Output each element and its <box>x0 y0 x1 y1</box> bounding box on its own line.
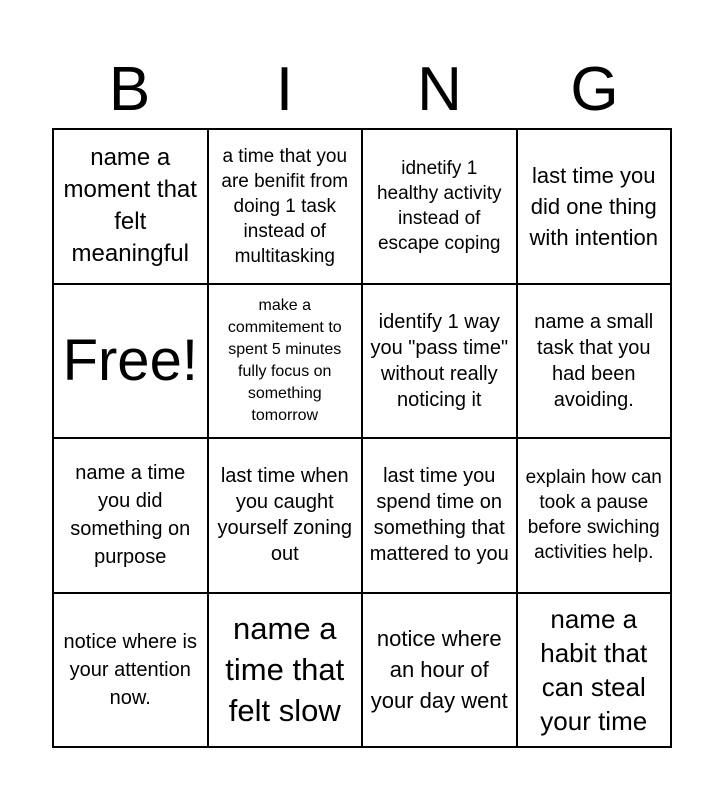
cell-text: notice where an hour of your day went <box>370 626 508 714</box>
bingo-cell-r3c2[interactable] <box>209 439 364 594</box>
bingo-cell-r4c3[interactable] <box>363 594 518 749</box>
cell-text: identify 1 way you "pass time" without really noticing it <box>370 310 509 411</box>
bingo-grid <box>52 128 672 748</box>
bingo-cell-r1c3[interactable] <box>363 130 518 285</box>
bingo-cell-r4c4[interactable] <box>518 594 673 749</box>
bingo-cell-r2c2[interactable] <box>209 285 364 440</box>
bingo-cell-r1c2[interactable] <box>209 130 364 285</box>
bingo-cell-r4c2[interactable] <box>209 594 364 749</box>
bingo-cell-r2c3[interactable] <box>363 285 518 440</box>
bingo-cell-free[interactable] <box>54 285 209 440</box>
cell-text: name a time that felt slow <box>225 611 345 729</box>
cell-text: name a habit that can steal your time <box>540 603 648 736</box>
bingo-cell-r3c3[interactable] <box>363 439 518 594</box>
cell-text: make a commitement to spent 5 minutes fully focus on something tomorrow <box>227 296 342 424</box>
bingo-cell-r2c4[interactable] <box>518 285 673 440</box>
bingo-cell-r3c4[interactable] <box>518 439 673 594</box>
header-letter-b: B <box>108 55 151 124</box>
cell-text: last time you did one thing with intention <box>529 162 658 250</box>
cell-text: name a small task that you had been avoiding. <box>534 310 654 411</box>
cell-text: explain how can took a pause before swiching activities help. <box>525 467 662 564</box>
cell-text: idnetify 1 healthy activity instead of escape coping <box>376 158 502 255</box>
cell-text: last time when you caught yourself zoning out <box>217 465 353 566</box>
cell-text: a time that you are benifit from doing 1 task instead of multitasking <box>221 145 349 267</box>
bingo-cell-r1c4[interactable] <box>518 130 673 285</box>
cell-text: name a moment that felt meaningful <box>63 144 197 268</box>
header-letter-g: G <box>570 55 619 124</box>
free-space-text: Free! <box>62 327 198 393</box>
bingo-cell-r4c1[interactable] <box>54 594 209 749</box>
bingo-cell-r1c1[interactable] <box>54 130 209 285</box>
bingo-cell-r3c1[interactable] <box>54 439 209 594</box>
cell-text: last time you spend time on something that mattered to you <box>369 465 509 566</box>
cell-text: name a time you did something on purpose <box>70 462 191 569</box>
header-letter-i: I <box>275 55 294 124</box>
header-letter-n: N <box>417 55 462 124</box>
cell-text: notice where is your attention now. <box>63 630 197 709</box>
bingo-header <box>52 52 672 128</box>
